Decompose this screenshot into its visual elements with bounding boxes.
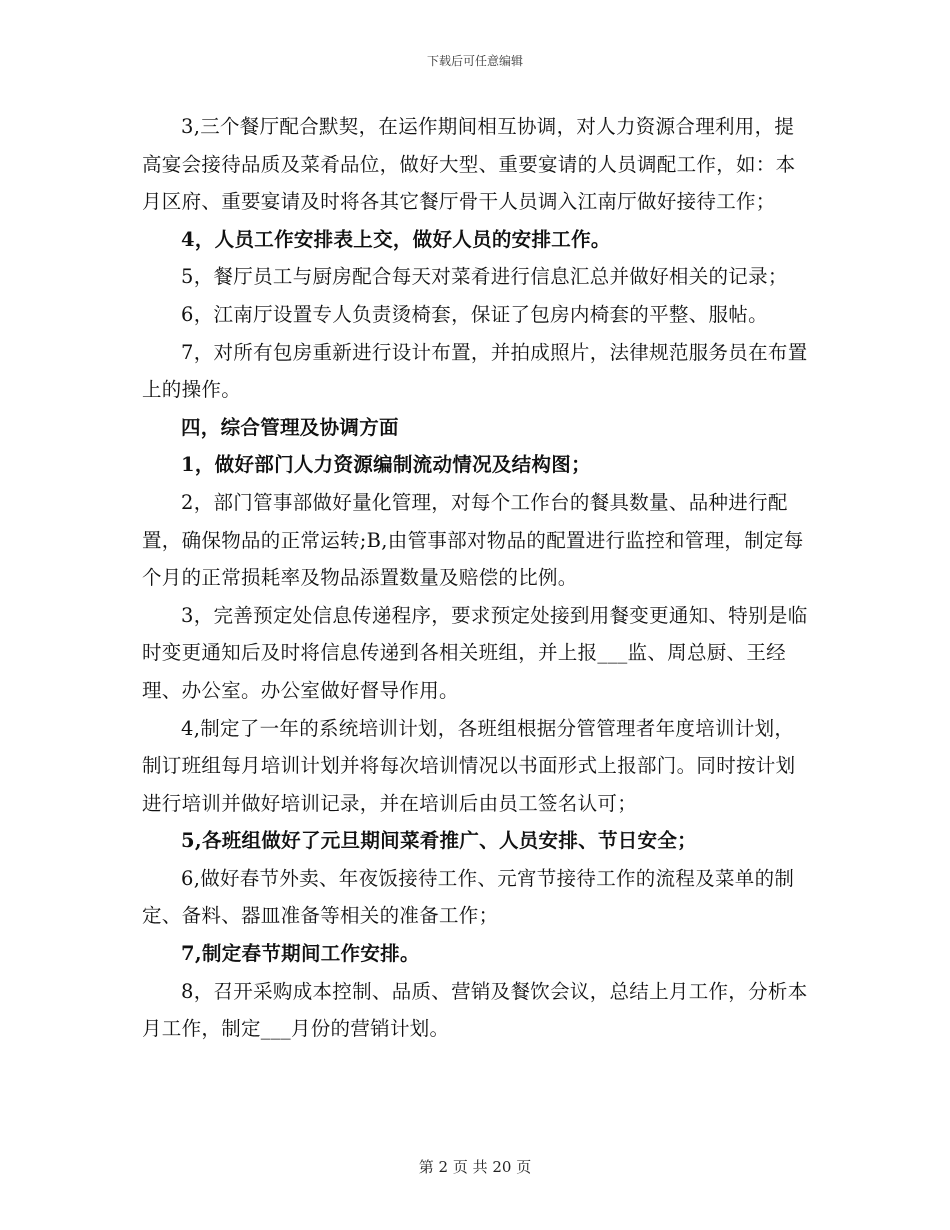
section-heading: 四，综合管理及协调方面 <box>181 415 399 439</box>
paragraph-6: 1，做好部门人力资源编制流动情况及结构图； <box>181 453 591 477</box>
document-body <box>142 108 810 1048</box>
paragraph-9: 4,制定了一年的系统培训计划，各班组根据分管管理者年度培训计划，制订班组每月培训计划并将每次培训情况以书面形式上报部门。同时按计划进行培训并做好培训记录，并在培训后由员工签名认可； <box>142 716 796 815</box>
paragraph-10: 5,各班组做好了元旦期间菜肴推广、人员安排、节日安全； <box>181 829 697 853</box>
paragraph-3: 5，餐厅员工与厨房配合每天对菜肴进行信息汇总并做好相关的记录； <box>181 265 788 289</box>
paragraph-1: 3,三个餐厅配合默契，在运作期间相互协调，对人力资源合理利用，提高宴会接待品质及菜肴品位，做好大型、重要宴请的人员调配工作，如：本月区府、重要宴请及时将各其它餐厅骨干人员调入江南厅做好接待工作； <box>142 115 796 214</box>
paragraph-5: 7，对所有包房重新进行设计布置，并拍成照片，法律规范服务员在布置上的操作。 <box>142 340 808 402</box>
page-header: 下载后可任意编辑 <box>426 54 523 68</box>
paragraph-11: 6,做好春节外卖、年夜饭接待工作、元宵节接待工作的流程及菜单的制定、备料、器皿准备等相关的准备工作； <box>142 866 795 928</box>
paragraph-12: 7,制定春节期间工作安排。 <box>181 942 420 966</box>
paragraph-13: 8，召开采购成本控制、品质、营销及餐饮会议，总结上月工作，分析本月工作，制定___月份的营销计划。 <box>142 979 808 1041</box>
paragraph-4: 6，江南厅设置专人负责烫椅套，保证了包房内椅套的平整、服帖。 <box>181 302 768 326</box>
paragraph-7: 2，部门管事部做好量化管理，对每个工作台的餐具数量、品种进行配置，确保物品的正常运转;B,由管事部对物品的配置进行监控和管理，制定每个月的正常损耗率及物品添置数量及赔偿的比例。 <box>142 490 804 590</box>
page-footer: 第 2 页 共 20 页 <box>418 1158 532 1176</box>
paragraph-2: 4，人员工作安排表上交，做好人员的安排工作。 <box>181 227 611 251</box>
paragraph-8: 3，完善预定处信息传递程序，要求预定处接到用餐变更通知、特别是临时变更通知后及时将信息传递到各相关班组，并上报___监、周总厨、王经理、办公室。办公室做好督导作用。 <box>142 603 808 702</box>
